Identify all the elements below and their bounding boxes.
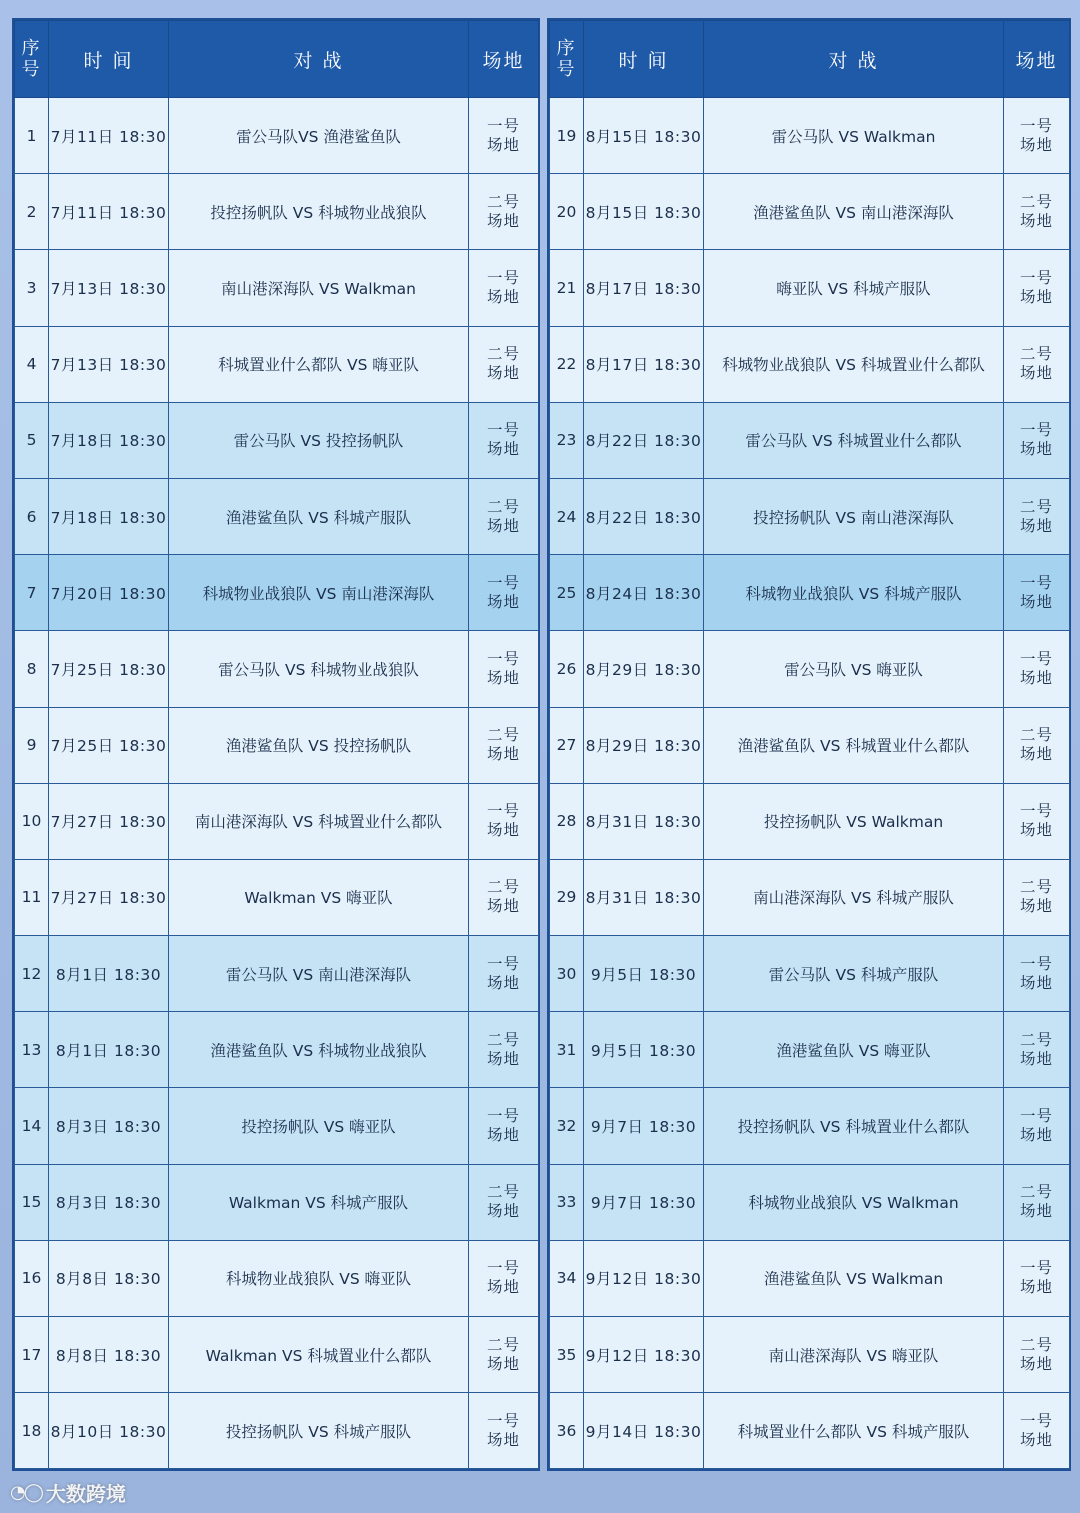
table-row bbox=[15, 707, 539, 783]
cell-index: 12 bbox=[15, 936, 49, 1012]
watermark bbox=[10, 1478, 126, 1507]
cell-index: 25 bbox=[550, 555, 584, 631]
cell-time: 8月8日 18:30 bbox=[49, 1317, 169, 1393]
table-row bbox=[15, 631, 539, 707]
cell-time: 8月22日 18:30 bbox=[584, 402, 704, 478]
watermark-logo-icon: ◔◯ bbox=[10, 1482, 42, 1503]
cell-index: 10 bbox=[15, 783, 49, 859]
cell-match: 南山港深海队 VS 嗨亚队 bbox=[704, 1317, 1004, 1393]
cell-match: 南山港深海队 VS 科城产服队 bbox=[704, 859, 1004, 935]
table-row bbox=[15, 1317, 539, 1393]
cell-venue: 一号 场地 bbox=[1004, 631, 1070, 707]
cell-match: 投控扬帆队 VS 科城物业战狼队 bbox=[169, 174, 469, 250]
cell-time: 7月11日 18:30 bbox=[49, 174, 169, 250]
cell-index: 20 bbox=[550, 174, 584, 250]
cell-match: 科城物业战狼队 VS 南山港深海队 bbox=[169, 555, 469, 631]
table-row bbox=[15, 859, 539, 935]
cell-venue: 一号 场地 bbox=[1004, 250, 1070, 326]
table-body bbox=[15, 98, 539, 1469]
cell-match: 雷公马队 VS 科城产服队 bbox=[704, 936, 1004, 1012]
cell-venue: 一号 场地 bbox=[1004, 1240, 1070, 1316]
cell-time: 8月15日 18:30 bbox=[584, 98, 704, 174]
cell-index: 16 bbox=[15, 1240, 49, 1316]
cell-time: 9月7日 18:30 bbox=[584, 1088, 704, 1164]
cell-time: 9月12日 18:30 bbox=[584, 1240, 704, 1316]
table-row bbox=[550, 707, 1070, 783]
cell-time: 8月3日 18:30 bbox=[49, 1088, 169, 1164]
cell-index: 1 bbox=[15, 98, 49, 174]
cell-time: 8月24日 18:30 bbox=[584, 555, 704, 631]
cell-index: 4 bbox=[15, 326, 49, 402]
cell-index: 5 bbox=[15, 402, 49, 478]
cell-time: 8月29日 18:30 bbox=[584, 707, 704, 783]
cell-match: 渔港鲨鱼队 VS 科城物业战狼队 bbox=[169, 1012, 469, 1088]
cell-time: 9月5日 18:30 bbox=[584, 1012, 704, 1088]
cell-time: 8月8日 18:30 bbox=[49, 1240, 169, 1316]
cell-match: 南山港深海队 VS 科城置业什么都队 bbox=[169, 783, 469, 859]
cell-index: 18 bbox=[15, 1393, 49, 1469]
table-row bbox=[15, 1088, 539, 1164]
header-index: 序 号 bbox=[15, 21, 49, 98]
cell-index: 29 bbox=[550, 859, 584, 935]
cell-venue: 二号 场地 bbox=[469, 326, 539, 402]
cell-time: 7月18日 18:30 bbox=[49, 478, 169, 554]
cell-venue: 一号 场地 bbox=[1004, 783, 1070, 859]
schedule-table-right bbox=[547, 18, 1071, 1471]
cell-venue: 二号 场地 bbox=[469, 859, 539, 935]
table-row bbox=[15, 478, 539, 554]
table-row bbox=[15, 1393, 539, 1469]
cell-index: 8 bbox=[15, 631, 49, 707]
table-row bbox=[550, 1240, 1070, 1316]
cell-venue: 二号 场地 bbox=[1004, 859, 1070, 935]
cell-match: 渔港鲨鱼队 VS 科城产服队 bbox=[169, 478, 469, 554]
cell-match: 南山港深海队 VS Walkman bbox=[169, 250, 469, 326]
cell-match: 投控扬帆队 VS 科城置业什么都队 bbox=[704, 1088, 1004, 1164]
cell-venue: 一号 场地 bbox=[469, 98, 539, 174]
cell-time: 7月25日 18:30 bbox=[49, 631, 169, 707]
cell-match: 投控扬帆队 VS 科城产服队 bbox=[169, 1393, 469, 1469]
cell-time: 8月17日 18:30 bbox=[584, 326, 704, 402]
cell-time: 8月31日 18:30 bbox=[584, 859, 704, 935]
cell-venue: 一号 场地 bbox=[469, 250, 539, 326]
table-header-row bbox=[550, 21, 1070, 98]
cell-time: 8月31日 18:30 bbox=[584, 783, 704, 859]
cell-venue: 一号 场地 bbox=[469, 936, 539, 1012]
cell-match: 雷公马队 VS Walkman bbox=[704, 98, 1004, 174]
cell-match: 科城物业战狼队 VS 科城产服队 bbox=[704, 555, 1004, 631]
cell-match: 雷公马队VS 渔港鲨鱼队 bbox=[169, 98, 469, 174]
cell-venue: 一号 场地 bbox=[1004, 98, 1070, 174]
cell-venue: 二号 场地 bbox=[1004, 1164, 1070, 1240]
cell-venue: 二号 场地 bbox=[469, 1317, 539, 1393]
cell-venue: 一号 场地 bbox=[469, 1088, 539, 1164]
cell-match: 科城置业什么都队 VS 嗨亚队 bbox=[169, 326, 469, 402]
table-row bbox=[15, 250, 539, 326]
table-row bbox=[550, 1012, 1070, 1088]
cell-index: 15 bbox=[15, 1164, 49, 1240]
table-row bbox=[15, 402, 539, 478]
cell-index: 36 bbox=[550, 1393, 584, 1469]
watermark-text: 大数跨境 bbox=[45, 1482, 126, 1506]
cell-match: Walkman VS 科城置业什么都队 bbox=[169, 1317, 469, 1393]
cell-index: 19 bbox=[550, 98, 584, 174]
cell-match: 雷公马队 VS 投控扬帆队 bbox=[169, 402, 469, 478]
table-row bbox=[550, 1088, 1070, 1164]
cell-index: 26 bbox=[550, 631, 584, 707]
table-row bbox=[550, 1393, 1070, 1469]
cell-venue: 二号 场地 bbox=[469, 1164, 539, 1240]
table-row bbox=[550, 402, 1070, 478]
cell-match: 渔港鲨鱼队 VS 投控扬帆队 bbox=[169, 707, 469, 783]
cell-venue: 一号 场地 bbox=[469, 631, 539, 707]
cell-venue: 二号 场地 bbox=[469, 174, 539, 250]
table-row bbox=[550, 555, 1070, 631]
cell-index: 24 bbox=[550, 478, 584, 554]
cell-time: 7月18日 18:30 bbox=[49, 402, 169, 478]
table-row bbox=[15, 1012, 539, 1088]
table-row bbox=[15, 1240, 539, 1316]
cell-index: 6 bbox=[15, 478, 49, 554]
header-venue: 场地 bbox=[1004, 21, 1070, 98]
table-row bbox=[550, 631, 1070, 707]
table-row bbox=[15, 783, 539, 859]
header-index: 序 号 bbox=[550, 21, 584, 98]
cell-match: 嗨亚队 VS 科城产服队 bbox=[704, 250, 1004, 326]
cell-match: 渔港鲨鱼队 VS 嗨亚队 bbox=[704, 1012, 1004, 1088]
cell-match: 投控扬帆队 VS Walkman bbox=[704, 783, 1004, 859]
cell-venue: 二号 场地 bbox=[1004, 478, 1070, 554]
table-row bbox=[550, 250, 1070, 326]
cell-index: 21 bbox=[550, 250, 584, 326]
cell-time: 8月22日 18:30 bbox=[584, 478, 704, 554]
cell-index: 13 bbox=[15, 1012, 49, 1088]
cell-index: 35 bbox=[550, 1317, 584, 1393]
cell-venue: 二号 场地 bbox=[1004, 174, 1070, 250]
cell-index: 7 bbox=[15, 555, 49, 631]
cell-index: 17 bbox=[15, 1317, 49, 1393]
table-row bbox=[15, 174, 539, 250]
cell-index: 11 bbox=[15, 859, 49, 935]
header-match: 对 战 bbox=[704, 21, 1004, 98]
table-row bbox=[15, 936, 539, 1012]
cell-match: 雷公马队 VS 南山港深海队 bbox=[169, 936, 469, 1012]
cell-venue: 二号 场地 bbox=[469, 707, 539, 783]
table-row bbox=[15, 326, 539, 402]
cell-time: 8月1日 18:30 bbox=[49, 936, 169, 1012]
cell-time: 7月27日 18:30 bbox=[49, 783, 169, 859]
cell-time: 8月3日 18:30 bbox=[49, 1164, 169, 1240]
table-row bbox=[550, 326, 1070, 402]
cell-index: 28 bbox=[550, 783, 584, 859]
cell-index: 9 bbox=[15, 707, 49, 783]
schedule-table-left bbox=[12, 18, 540, 1471]
cell-index: 32 bbox=[550, 1088, 584, 1164]
cell-match: 科城物业战狼队 VS 嗨亚队 bbox=[169, 1240, 469, 1316]
cell-index: 34 bbox=[550, 1240, 584, 1316]
table-row bbox=[550, 478, 1070, 554]
cell-time: 8月29日 18:30 bbox=[584, 631, 704, 707]
cell-time: 8月15日 18:30 bbox=[584, 174, 704, 250]
cell-match: 科城物业战狼队 VS 科城置业什么都队 bbox=[704, 326, 1004, 402]
cell-match: 科城置业什么都队 VS 科城产服队 bbox=[704, 1393, 1004, 1469]
table-row bbox=[550, 936, 1070, 1012]
cell-venue: 二号 场地 bbox=[1004, 326, 1070, 402]
cell-time: 7月25日 18:30 bbox=[49, 707, 169, 783]
cell-match: 渔港鲨鱼队 VS 南山港深海队 bbox=[704, 174, 1004, 250]
cell-match: 雷公马队 VS 科城物业战狼队 bbox=[169, 631, 469, 707]
cell-index: 14 bbox=[15, 1088, 49, 1164]
cell-venue: 一号 场地 bbox=[469, 402, 539, 478]
table-row bbox=[550, 98, 1070, 174]
cell-match: 渔港鲨鱼队 VS Walkman bbox=[704, 1240, 1004, 1316]
cell-match: 雷公马队 VS 嗨亚队 bbox=[704, 631, 1004, 707]
header-time: 时 间 bbox=[49, 21, 169, 98]
header-match: 对 战 bbox=[169, 21, 469, 98]
cell-match: 投控扬帆队 VS 南山港深海队 bbox=[704, 478, 1004, 554]
table-body bbox=[550, 98, 1070, 1469]
header-venue: 场地 bbox=[469, 21, 539, 98]
cell-venue: 一号 场地 bbox=[1004, 1393, 1070, 1469]
header-time: 时 间 bbox=[584, 21, 704, 98]
cell-index: 30 bbox=[550, 936, 584, 1012]
cell-venue: 一号 场地 bbox=[1004, 936, 1070, 1012]
cell-index: 31 bbox=[550, 1012, 584, 1088]
cell-time: 7月20日 18:30 bbox=[49, 555, 169, 631]
cell-time: 8月17日 18:30 bbox=[584, 250, 704, 326]
cell-venue: 一号 场地 bbox=[469, 783, 539, 859]
cell-match: 渔港鲨鱼队 VS 科城置业什么都队 bbox=[704, 707, 1004, 783]
cell-index: 23 bbox=[550, 402, 584, 478]
cell-time: 7月13日 18:30 bbox=[49, 250, 169, 326]
cell-match: Walkman VS 科城产服队 bbox=[169, 1164, 469, 1240]
cell-venue: 二号 场地 bbox=[1004, 707, 1070, 783]
cell-time: 8月1日 18:30 bbox=[49, 1012, 169, 1088]
cell-match: 投控扬帆队 VS 嗨亚队 bbox=[169, 1088, 469, 1164]
cell-venue: 二号 场地 bbox=[1004, 1317, 1070, 1393]
cell-match: 雷公马队 VS 科城置业什么都队 bbox=[704, 402, 1004, 478]
cell-time: 8月10日 18:30 bbox=[49, 1393, 169, 1469]
cell-venue: 二号 场地 bbox=[1004, 1012, 1070, 1088]
table-row bbox=[550, 174, 1070, 250]
cell-time: 7月11日 18:30 bbox=[49, 98, 169, 174]
cell-venue: 一号 场地 bbox=[469, 1240, 539, 1316]
cell-venue: 一号 场地 bbox=[1004, 402, 1070, 478]
table-row bbox=[550, 1317, 1070, 1393]
cell-venue: 二号 场地 bbox=[469, 1012, 539, 1088]
cell-venue: 一号 场地 bbox=[1004, 1088, 1070, 1164]
cell-time: 9月12日 18:30 bbox=[584, 1317, 704, 1393]
table-row bbox=[550, 783, 1070, 859]
table-row bbox=[15, 98, 539, 174]
cell-time: 7月27日 18:30 bbox=[49, 859, 169, 935]
cell-index: 22 bbox=[550, 326, 584, 402]
cell-match: Walkman VS 嗨亚队 bbox=[169, 859, 469, 935]
cell-venue: 一号 场地 bbox=[469, 1393, 539, 1469]
cell-index: 2 bbox=[15, 174, 49, 250]
cell-venue: 二号 场地 bbox=[469, 478, 539, 554]
cell-index: 3 bbox=[15, 250, 49, 326]
table-row bbox=[15, 555, 539, 631]
cell-time: 9月14日 18:30 bbox=[584, 1393, 704, 1469]
table-row bbox=[550, 859, 1070, 935]
cell-venue: 一号 场地 bbox=[469, 555, 539, 631]
cell-index: 27 bbox=[550, 707, 584, 783]
table-row bbox=[550, 1164, 1070, 1240]
cell-time: 7月13日 18:30 bbox=[49, 326, 169, 402]
cell-time: 9月5日 18:30 bbox=[584, 936, 704, 1012]
cell-time: 9月7日 18:30 bbox=[584, 1164, 704, 1240]
cell-index: 33 bbox=[550, 1164, 584, 1240]
table-row bbox=[15, 1164, 539, 1240]
cell-match: 科城物业战狼队 VS Walkman bbox=[704, 1164, 1004, 1240]
cell-venue: 一号 场地 bbox=[1004, 555, 1070, 631]
table-header-row bbox=[15, 21, 539, 98]
